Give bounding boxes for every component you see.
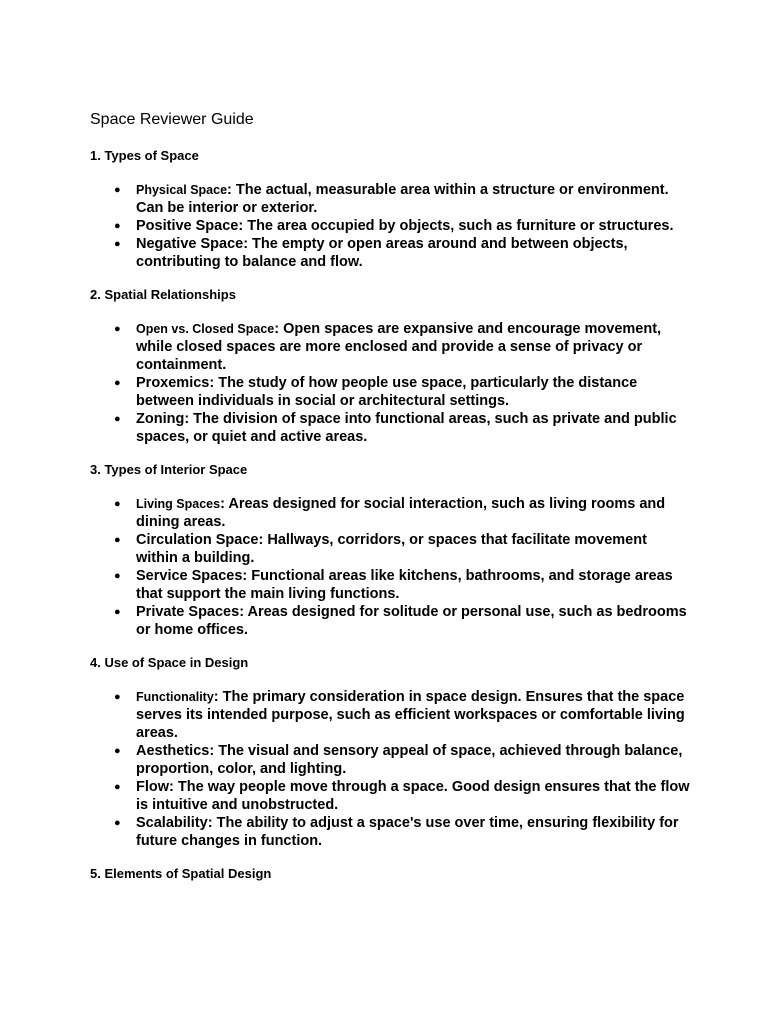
bullet-icon: ●	[114, 534, 121, 546]
section-heading: 4. Use of Space in Design	[90, 655, 249, 670]
item-term: Open vs. Closed Space	[136, 322, 275, 336]
list-item	[90, 235, 690, 271]
item-term: Flow	[136, 779, 170, 795]
item-description: : Areas designed for social interaction, such as living rooms and dining areas.	[136, 496, 666, 530]
bullet-list	[90, 495, 690, 639]
item-term: Positive Space	[136, 218, 239, 234]
item-description: : The ability to adjust a space's use over time, ensuring flexibility for future changes in function.	[136, 815, 679, 849]
list-item	[90, 531, 690, 567]
item-term: Negative Space	[136, 236, 244, 252]
bullet-list	[90, 181, 690, 271]
item-term: Private Spaces	[136, 604, 240, 620]
item-description: : Functional areas like kitchens, bathrooms, and storage areas that support the main living functions.	[136, 568, 673, 602]
section-heading: 2. Spatial Relationships	[90, 287, 236, 302]
bullet-icon: ●	[114, 781, 121, 793]
bullet-icon: ●	[114, 817, 121, 829]
bullet-icon: ●	[114, 570, 121, 582]
document-body	[90, 147, 690, 882]
item-description: : The primary consideration in space design. Ensures that the space serves its intended purpose, such as efficient workspaces or comfortable living areas.	[136, 689, 685, 741]
bullet-list	[90, 320, 690, 446]
list-item	[90, 814, 690, 850]
item-term: Aesthetics	[136, 743, 210, 759]
bullet-icon: ●	[114, 498, 121, 510]
item-description: : Hallways, corridors, or spaces that facilitate movement within a building.	[136, 532, 647, 566]
item-description: : The visual and sensory appeal of space, achieved through balance, proportion, color, and lighting.	[136, 743, 683, 777]
bullet-icon: ●	[114, 220, 121, 232]
list-item	[90, 742, 690, 778]
bullet-icon: ●	[114, 323, 121, 335]
list-item	[90, 567, 690, 603]
document-page	[90, 110, 690, 899]
item-description: : The way people move through a space. Good design ensures that the flow is intuitive and unobstructed.	[136, 779, 690, 813]
bullet-icon: ●	[114, 606, 121, 618]
bullet-icon: ●	[114, 377, 121, 389]
list-item	[90, 320, 690, 374]
bullet-list	[90, 688, 690, 850]
list-item	[90, 688, 690, 742]
item-description: : Open spaces are expansive and encourage movement, while closed spaces are more enclosed and provide a sense of privacy or containment.	[136, 321, 662, 373]
section-heading: 3. Types of Interior Space	[90, 462, 248, 477]
item-term: Zoning	[136, 411, 185, 427]
item-description: : The study of how people use space, particularly the distance between individuals in social or architectural settings.	[136, 375, 638, 409]
list-item	[90, 181, 690, 217]
item-description: : The actual, measurable area within a structure or environment. Can be interior or exterior.	[136, 182, 669, 216]
bullet-icon: ●	[114, 413, 121, 425]
item-term: Service Spaces	[136, 568, 243, 584]
item-term: Proxemics	[136, 375, 210, 391]
bullet-icon: ●	[114, 691, 121, 703]
item-term: Living Spaces	[136, 497, 221, 511]
document-title: Space Reviewer Guide	[90, 111, 254, 128]
bullet-icon: ●	[114, 238, 121, 250]
item-term: Circulation Space	[136, 532, 259, 548]
list-item	[90, 410, 690, 446]
list-item	[90, 495, 690, 531]
bullet-icon: ●	[114, 184, 121, 196]
list-item	[90, 603, 690, 639]
item-term: Physical Space	[136, 183, 228, 197]
item-term: Functionality	[136, 690, 214, 704]
bullet-icon: ●	[114, 745, 121, 757]
section-heading: 5. Elements of Spatial Design	[90, 866, 272, 881]
item-description: : Areas designed for solitude or personal use, such as bedrooms or home offices.	[136, 604, 687, 638]
list-item	[90, 374, 690, 410]
item-description: : The empty or open areas around and between objects, contributing to balance and flow.	[136, 236, 628, 270]
item-description: : The division of space into functional areas, such as private and public spaces, or quiet and active areas.	[136, 411, 677, 445]
list-item	[90, 778, 690, 814]
section-heading: 1. Types of Space	[90, 148, 199, 163]
item-description: : The area occupied by objects, such as furniture or structures.	[238, 218, 674, 234]
item-term: Scalability	[136, 815, 208, 831]
list-item	[90, 217, 690, 235]
